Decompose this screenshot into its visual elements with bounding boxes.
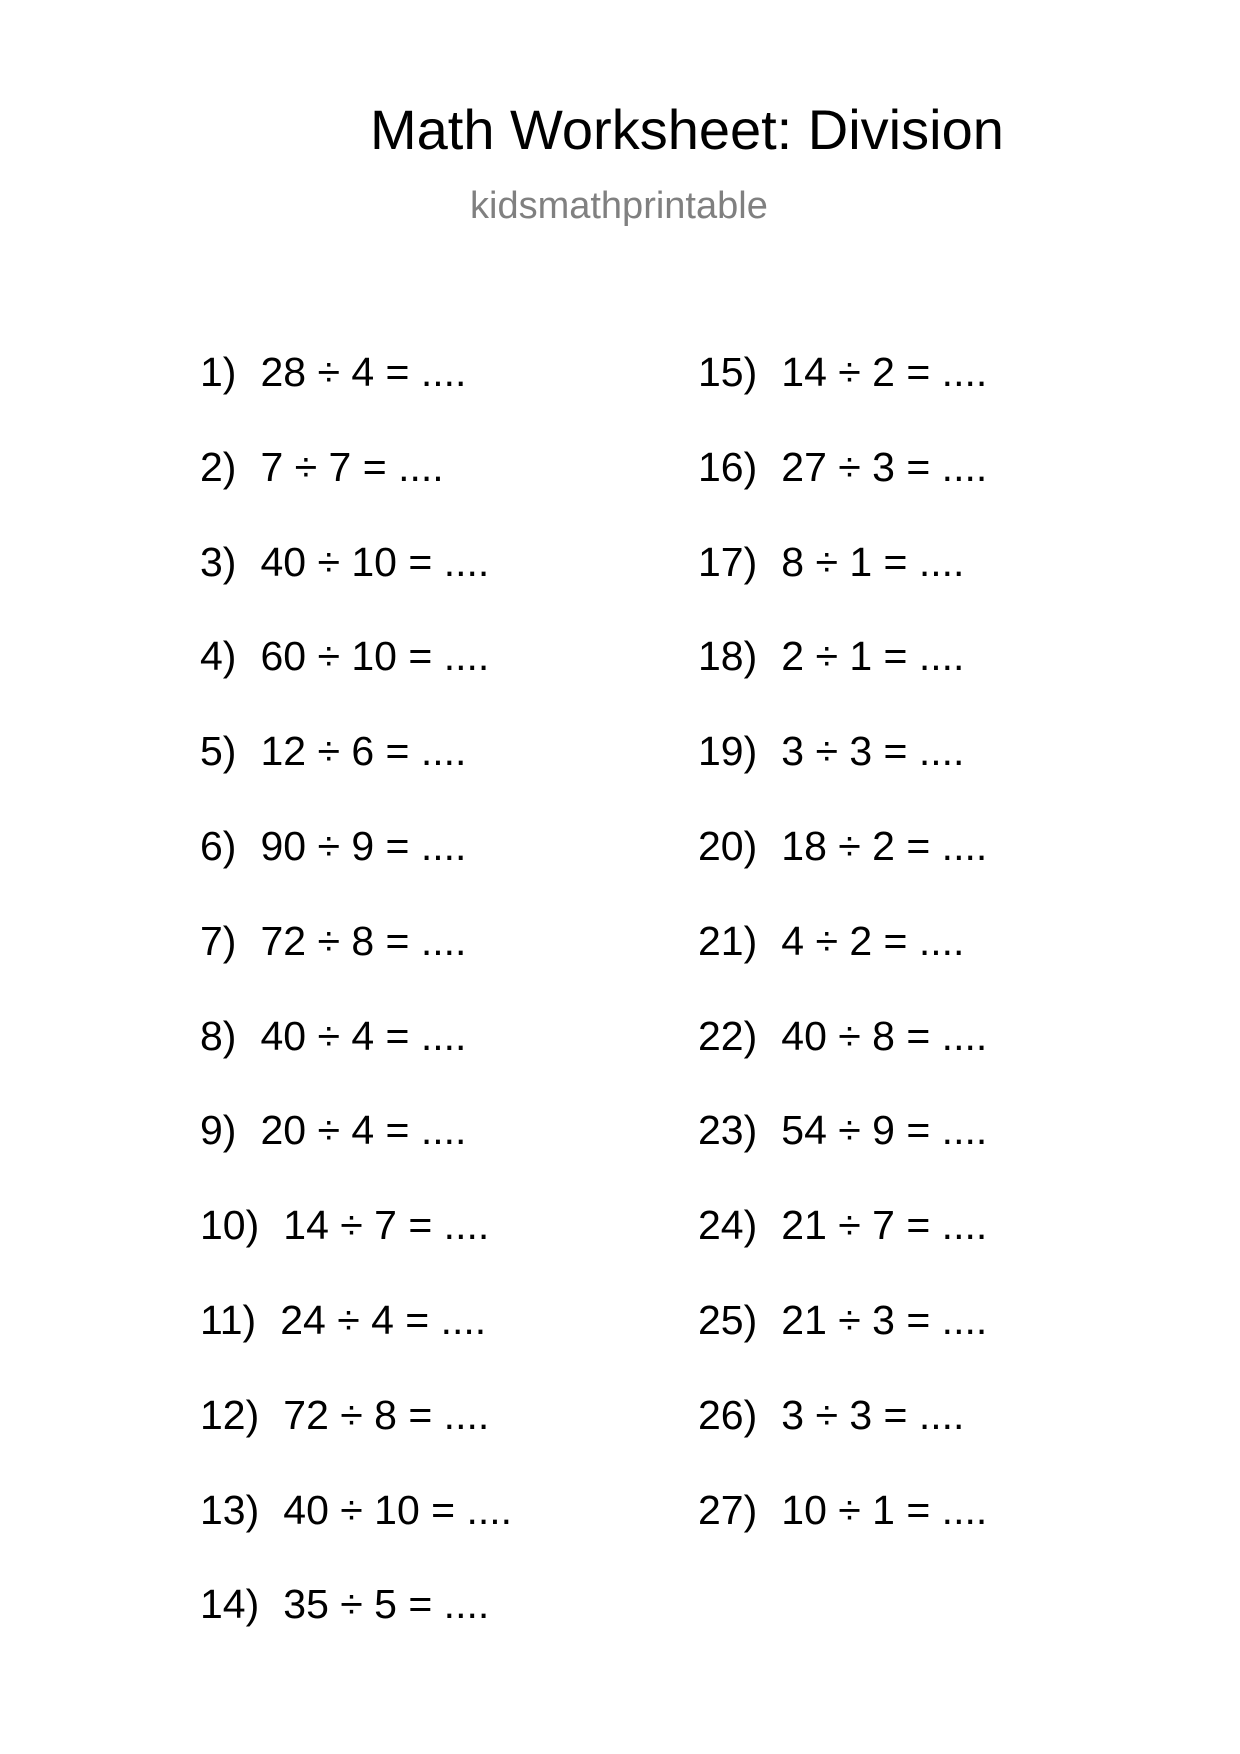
problem-item [698,1106,1178,1201]
problem-number: 8) [200,1012,237,1059]
problem-item [698,1012,1178,1107]
problem-number: 15) [698,349,758,395]
problem-expression: 72 ÷ 8 = .... [283,1391,490,1438]
problem-expression: 14 ÷ 7 = .... [283,1202,490,1249]
problem-item [200,348,680,443]
problem-number: 27) [698,1486,758,1533]
problem-item [698,822,1178,917]
problem-expression: 14 ÷ 2 = .... [781,349,988,395]
problem-expression: 4 ÷ 2 = .... [781,917,965,964]
problem-item [200,1106,680,1201]
problem-item [200,822,680,917]
problem-expression: 18 ÷ 2 = .... [781,822,988,869]
problem-list-left [200,348,680,1675]
problem-number: 6) [200,822,237,869]
problem-number: 7) [200,917,237,964]
problem-expression: 35 ÷ 5 = .... [283,1581,490,1628]
problem-number: 1) [200,349,237,395]
problem-number: 26) [698,1391,758,1438]
problem-item [200,1486,680,1581]
problem-item [698,1391,1178,1486]
problem-item [698,727,1178,822]
problem-expression: 40 ÷ 10 = .... [283,1486,513,1533]
problem-item [698,632,1178,727]
problem-number: 5) [200,728,237,775]
problem-expression: 40 ÷ 10 = .... [260,538,490,585]
problem-expression: 72 ÷ 8 = .... [260,917,467,964]
problem-list-right [698,348,1178,1580]
problem-number: 3) [200,538,237,585]
problem-item [200,1012,680,1107]
problem-expression: 7 ÷ 7 = .... [260,443,444,490]
problem-item [698,1296,1178,1391]
problem-number: 2) [200,443,237,490]
problem-number: 13) [200,1486,260,1533]
problem-number: 25) [698,1296,758,1343]
page-title: Math Worksheet: Division [370,98,1004,161]
problem-number: 4) [200,633,237,680]
problem-item [698,1201,1178,1296]
problem-item [200,1580,680,1675]
problem-expression: 28 ÷ 4 = .... [260,349,467,395]
problem-number: 14) [200,1581,260,1628]
problem-expression: 40 ÷ 8 = .... [781,1012,988,1059]
problem-expression: 60 ÷ 10 = .... [260,633,490,680]
problem-number: 22) [698,1012,758,1059]
problem-number: 24) [698,1202,758,1249]
problem-number: 16) [698,443,758,490]
problem-number: 21) [698,917,758,964]
problem-item [200,1201,680,1296]
problem-number: 17) [698,538,758,585]
problem-expression: 27 ÷ 3 = .... [781,443,988,490]
problem-number: 10) [200,1202,260,1249]
problem-item [698,348,1178,443]
problem-expression: 21 ÷ 3 = .... [781,1296,988,1343]
problem-item [200,538,680,633]
problem-item [200,632,680,727]
problem-number: 23) [698,1107,758,1154]
problem-number: 20) [698,822,758,869]
problem-expression: 54 ÷ 9 = .... [781,1107,988,1154]
problem-number: 18) [698,633,758,680]
problem-item [698,538,1178,633]
problem-expression: 21 ÷ 7 = .... [781,1202,988,1249]
problem-expression: 3 ÷ 3 = .... [781,728,965,775]
problem-item [200,443,680,538]
problem-item [698,443,1178,538]
problem-expression: 2 ÷ 1 = .... [781,633,965,680]
problem-item [698,1486,1178,1581]
problem-number: 19) [698,728,758,775]
problem-expression: 8 ÷ 1 = .... [781,538,965,585]
problem-expression: 20 ÷ 4 = .... [260,1107,467,1154]
problem-expression: 3 ÷ 3 = .... [781,1391,965,1438]
problem-item [200,917,680,1012]
problem-expression: 90 ÷ 9 = .... [260,822,467,869]
problem-number: 12) [200,1391,260,1438]
problem-item [200,727,680,822]
problem-item [698,917,1178,1012]
problem-expression: 24 ÷ 4 = .... [280,1296,487,1343]
problem-expression: 10 ÷ 1 = .... [781,1486,988,1533]
problem-item [200,1391,680,1486]
problem-item [200,1296,680,1391]
problem-expression: 12 ÷ 6 = .... [260,728,467,775]
page-subtitle: kidsmathprintable [470,185,768,227]
problem-number: 9) [200,1107,237,1154]
problem-expression: 40 ÷ 4 = .... [260,1012,467,1059]
problem-number: 11) [200,1296,257,1343]
